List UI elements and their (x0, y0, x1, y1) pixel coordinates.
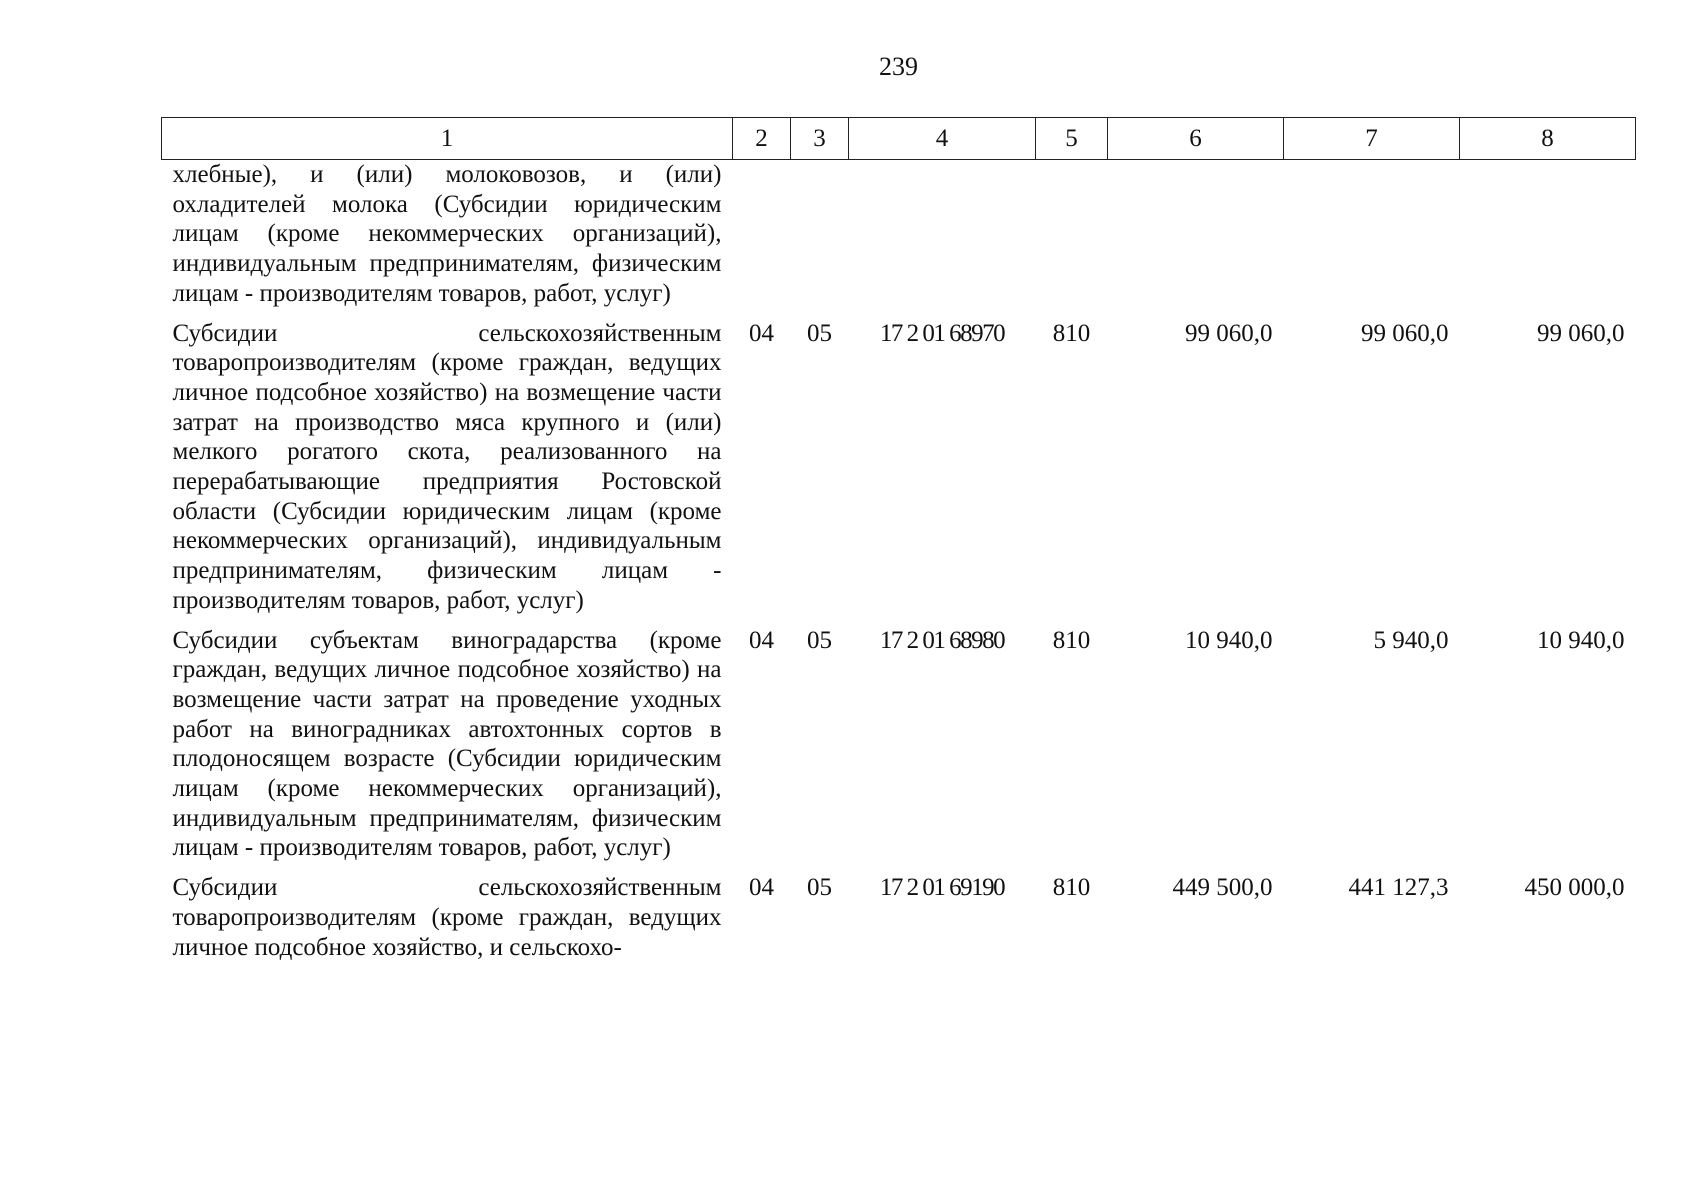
header-col-1: 1 (162, 118, 733, 160)
table-header (162, 118, 1636, 160)
row-section: 04 (749, 626, 774, 654)
row-amount-6 (1108, 160, 1284, 319)
row-target-code: 17 2 01 69190 (879, 874, 1005, 902)
row-amount-8: 10 940,0 (1537, 626, 1625, 654)
row-target-code (849, 160, 1036, 319)
row-amount-7: 99 060,0 (1361, 319, 1449, 347)
row-target-code: 17 2 01 68980 (879, 626, 1005, 654)
row-expense-type (1036, 160, 1108, 319)
row-section: 04 (749, 319, 774, 347)
row-amount-7: 441 127,3 (1348, 874, 1449, 902)
header-col-7: 7 (1284, 118, 1460, 160)
row-subsection: 05 (807, 626, 832, 654)
row-name: Субсидии сельскохозяйственным товаропроизводителям (кроме граждан, ведущих личное подсобное хозяйство) на возмещение части затрат на производство мяса крупного и (или) мелкого рогатого скота, реализованного на перерабатывающие предприятия Ростовской области (Субсидии юридическим лицам (кроме некоммерческих организаций), индивидуальным предпринимателям, физическим лицам - производителям товаров, работ, услуг) (172, 319, 722, 614)
row-name: хлебные), и (или) молоковозов, и (или) охладителей молока (Субсидии юридическим лицам (кроме некоммерческих организаций), индивидуальным предпринимателям, физическим лицам - производителям товаров, работ, услуг) (172, 161, 722, 307)
row-section (733, 160, 791, 319)
budget-table (161, 117, 1636, 962)
header-col-6: 6 (1108, 118, 1284, 160)
row-expense-type: 810 (1052, 319, 1091, 347)
table-row (162, 160, 1636, 319)
header-col-2: 2 (733, 118, 791, 160)
header-col-5: 5 (1036, 118, 1108, 160)
table-row (162, 873, 1636, 962)
header-col-8: 8 (1460, 118, 1636, 160)
row-amount-8 (1460, 160, 1636, 319)
row-amount-8: 450 000,0 (1524, 874, 1625, 902)
row-section: 04 (749, 874, 774, 902)
row-name: Субсидии сельскохозяйственным товаропроизводителям (кроме граждан, ведущих личное подсобное хозяйство, и сельскохо- (172, 874, 722, 961)
header-col-4: 4 (849, 118, 1036, 160)
budget-table-container (161, 117, 1635, 962)
header-col-3: 3 (791, 118, 849, 160)
row-subsection: 05 (807, 874, 832, 902)
row-expense-type: 810 (1052, 626, 1091, 654)
row-name: Субсидии субъектам виноградарства (кроме граждан, ведущих личное подсобное хозяйство) на возмещение части затрат на проведение уходных работ на виноградниках автохтонных сортов в плодоносящем возрасте (Субсидии юридическим лицам (кроме некоммерческих организаций), индивидуальным предпринимателям, физическим лицам - производителям товаров, работ, услуг) (172, 626, 722, 862)
row-target-code: 17 2 01 68970 (879, 319, 1005, 347)
row-subsection (791, 160, 849, 319)
table-body (162, 160, 1636, 963)
row-amount-6: 99 060,0 (1185, 319, 1273, 347)
header-row (162, 118, 1636, 160)
table-row (162, 626, 1636, 874)
row-amount-6: 10 940,0 (1185, 626, 1273, 654)
row-subsection: 05 (807, 319, 832, 347)
row-amount-7 (1284, 160, 1460, 319)
row-amount-7: 5 940,0 (1373, 626, 1449, 654)
row-amount-6: 449 500,0 (1172, 874, 1273, 902)
row-amount-8: 99 060,0 (1537, 319, 1625, 347)
page-number: 239 (879, 52, 918, 81)
table-row (162, 319, 1636, 626)
row-expense-type: 810 (1052, 874, 1091, 902)
